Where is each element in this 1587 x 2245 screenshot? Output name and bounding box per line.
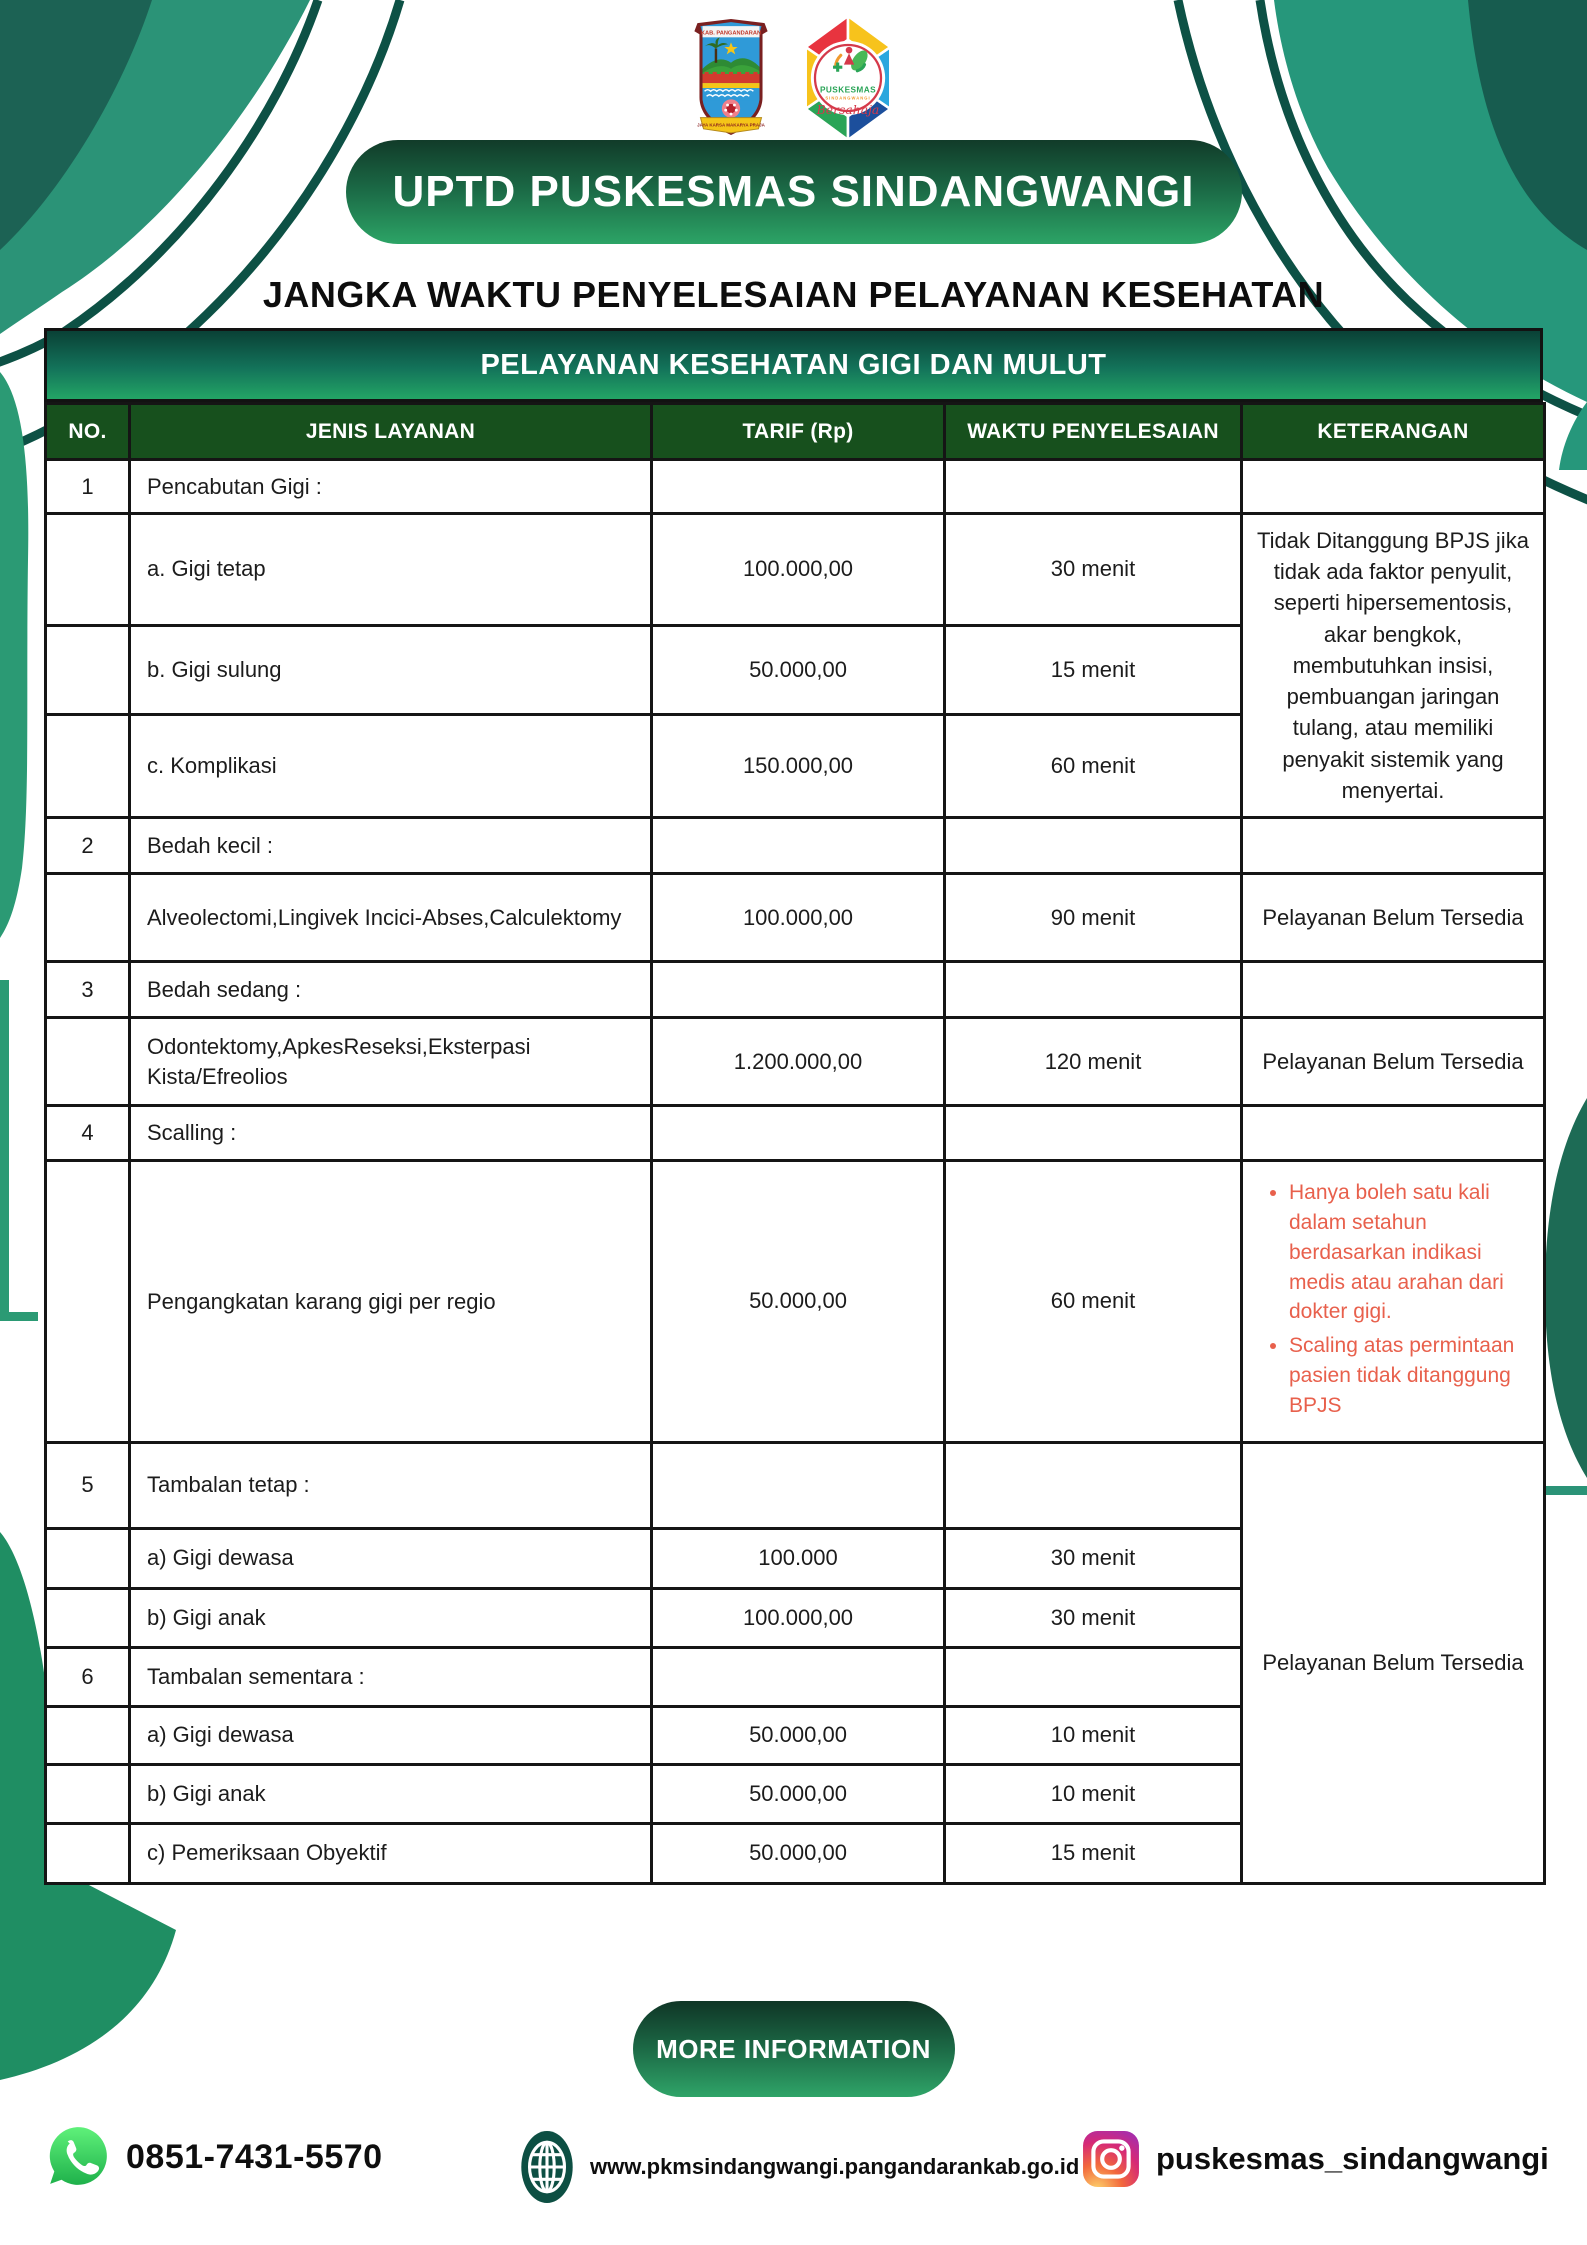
cell-jenis: c. Komplikasi	[130, 714, 652, 817]
page-title	[346, 140, 1242, 244]
cell-jenis: Bedah sedang :	[130, 962, 652, 1018]
pangandaran-ribbon-text: JAYA KARSA MAKARYA PRAJA	[696, 122, 765, 128]
table-row	[46, 460, 1545, 514]
scaling-note-item: • Scaling atas permintaan pasien tidak ditanggung BPJS	[1289, 1331, 1523, 1420]
cell-jenis: Odontektomy,ApkesReseksi,Eksterpasi Kista/Efreolios	[130, 1018, 652, 1106]
puskesmas-logo	[798, 13, 898, 143]
scaling-note-list	[1255, 1172, 1531, 1431]
cell-no	[46, 1706, 130, 1764]
cell-jenis: a) Gigi dewasa	[130, 1528, 652, 1588]
cell-tarif: 100.000,00	[652, 874, 945, 962]
cell-keterangan: Pelayanan Belum Tersedia	[1242, 1018, 1545, 1106]
cell-waktu: 120 menit	[945, 1018, 1242, 1106]
cell-keterangan-not-available: Pelayanan Belum Tersedia	[1242, 1442, 1545, 1883]
puskesmas-logo-motto: Bersahaja	[816, 103, 879, 118]
cell-keterangan	[1242, 962, 1545, 1018]
table-row	[46, 1018, 1545, 1106]
col-header-no: NO.	[46, 404, 130, 460]
cell-tarif	[652, 1647, 945, 1706]
cell-no: 5	[46, 1442, 130, 1528]
cell-tarif	[652, 460, 945, 514]
cell-tarif: 50.000,00	[652, 1823, 945, 1883]
cell-keterangan	[1242, 1106, 1545, 1161]
cell-no: 6	[46, 1647, 130, 1706]
cell-tarif: 50.000,00	[652, 1706, 945, 1764]
cell-tarif: 100.000,00	[652, 1588, 945, 1647]
cell-tarif	[652, 1106, 945, 1161]
cell-tarif: 150.000,00	[652, 714, 945, 817]
cell-waktu: 60 menit	[945, 714, 1242, 817]
cell-no	[46, 874, 130, 962]
globe-icon	[520, 2130, 574, 2204]
cell-no	[46, 1764, 130, 1823]
cell-keterangan: Pelayanan Belum Tersedia	[1242, 874, 1545, 962]
puskesmas-logo-line1: PUSKESMAS	[819, 85, 876, 95]
cell-waktu: 15 menit	[945, 625, 1242, 714]
cell-no	[46, 714, 130, 817]
cell-waktu: 10 menit	[945, 1764, 1242, 1823]
contact-instagram[interactable]	[1082, 2130, 1549, 2188]
cell-no	[46, 1528, 130, 1588]
cell-jenis: b. Gigi sulung	[130, 625, 652, 714]
cell-jenis: a. Gigi tetap	[130, 514, 652, 626]
col-header-keterangan: KETERANGAN	[1242, 404, 1545, 460]
cell-no	[46, 1588, 130, 1647]
cell-tarif: 100.000	[652, 1528, 945, 1588]
cell-tarif	[652, 818, 945, 874]
cell-waktu: 90 menit	[945, 874, 1242, 962]
cell-tarif: 50.000,00	[652, 1161, 945, 1443]
page-subtitle: JANGKA WAKTU PENYELESAIAN PELAYANAN KESEHATAN	[262, 274, 1325, 315]
cell-jenis: Pengangkatan karang gigi per regio	[130, 1161, 652, 1443]
cell-waktu: 30 menit	[945, 1528, 1242, 1588]
header-logos	[0, 12, 1587, 144]
more-information-button[interactable]	[633, 2001, 955, 2097]
cell-keterangan	[1242, 460, 1545, 514]
cell-no: 3	[46, 962, 130, 1018]
cell-keterangan-bpjs-note: Tidak Ditanggung BPJS jika tidak ada faktor penyulit, seperti hipersementosis, akar bengkok, membutuhkan insisi, pembuangan jaringan tulang, atau memiliki penyakit sistemik yang menyertai.	[1242, 514, 1545, 818]
contact-website[interactable]	[520, 2130, 1079, 2204]
cell-jenis: Scalling :	[130, 1106, 652, 1161]
cell-jenis: Tambalan sementara :	[130, 1647, 652, 1706]
col-header-jenis: JENIS LAYANAN	[130, 404, 652, 460]
cell-jenis: c) Pemeriksaan Obyektif	[130, 1823, 652, 1883]
cell-tarif	[652, 962, 945, 1018]
more-information-label: MORE INFORMATION	[656, 2033, 931, 2064]
table-row	[46, 818, 1545, 874]
table-row	[46, 514, 1545, 626]
cell-waktu	[945, 460, 1242, 514]
cell-jenis: b) Gigi anak	[130, 1764, 652, 1823]
whatsapp-icon	[44, 2124, 110, 2190]
cell-jenis: Alveolectomi,Lingivek Incici-Abses,Calculektomy	[130, 874, 652, 962]
cell-jenis: a) Gigi dewasa	[130, 1706, 652, 1764]
cell-waktu	[945, 1442, 1242, 1528]
cell-tarif	[652, 1442, 945, 1528]
instagram-icon	[1082, 2130, 1140, 2188]
cell-no: 2	[46, 818, 130, 874]
instagram-handle: puskesmas_sindangwangi	[1156, 2141, 1549, 2176]
col-header-tarif: TARIF (Rp)	[652, 404, 945, 460]
cell-waktu: 60 menit	[945, 1161, 1242, 1443]
cell-no	[46, 514, 130, 626]
website-url: www.pkmsindangwangi.pangandarankab.go.id	[590, 2154, 1080, 2179]
cell-jenis: b) Gigi anak	[130, 1588, 652, 1647]
cell-no	[46, 1161, 130, 1443]
scaling-note-item: • Hanya boleh satu kali dalam setahun berdasarkan indikasi medis atau arahan dari dokter gigi.	[1289, 1178, 1523, 1327]
table-row	[46, 874, 1545, 962]
pangandaran-logo	[690, 18, 772, 138]
cell-tarif: 50.000,00	[652, 625, 945, 714]
cell-jenis: Tambalan tetap :	[130, 1442, 652, 1528]
cell-tarif: 50.000,00	[652, 1764, 945, 1823]
cell-no: 4	[46, 1106, 130, 1161]
contact-whatsapp[interactable]	[44, 2124, 383, 2190]
cell-jenis: Bedah kecil :	[130, 818, 652, 874]
cell-waktu	[945, 1106, 1242, 1161]
cell-keterangan-scaling-note	[1242, 1161, 1545, 1443]
table-row	[46, 962, 1545, 1018]
phone-number: 0851-7431-5570	[126, 2137, 383, 2176]
table-header-row	[46, 404, 1545, 460]
pangandaran-logo-text: KAB. PANGANDARAN	[700, 30, 761, 37]
col-header-waktu: WAKTU PENYELESAIAN	[945, 404, 1242, 460]
section-banner-text: PELAYANAN KESEHATAN GIGI DAN MULUT	[480, 348, 1107, 381]
cell-waktu: 15 menit	[945, 1823, 1242, 1883]
table-row	[46, 1442, 1545, 1528]
cell-waktu: 10 menit	[945, 1706, 1242, 1764]
services-table	[44, 402, 1546, 1885]
cell-waktu	[945, 818, 1242, 874]
cell-no	[46, 1018, 130, 1106]
section-banner	[44, 328, 1543, 402]
cell-tarif: 100.000,00	[652, 514, 945, 626]
cell-no: 1	[46, 460, 130, 514]
cell-tarif: 1.200.000,00	[652, 1018, 945, 1106]
table-row	[46, 1106, 1545, 1161]
table-row	[46, 1161, 1545, 1443]
cell-no	[46, 625, 130, 714]
cell-waktu	[945, 1647, 1242, 1706]
cell-jenis: Pencabutan Gigi :	[130, 460, 652, 514]
cell-waktu	[945, 962, 1242, 1018]
cell-keterangan	[1242, 818, 1545, 874]
cell-waktu: 30 menit	[945, 514, 1242, 626]
cell-waktu: 30 menit	[945, 1588, 1242, 1647]
page-title-text: UPTD PUSKESMAS SINDANGWANGI	[392, 167, 1195, 216]
puskesmas-logo-line2: SINDANGWANGI	[824, 95, 871, 101]
cell-no	[46, 1823, 130, 1883]
